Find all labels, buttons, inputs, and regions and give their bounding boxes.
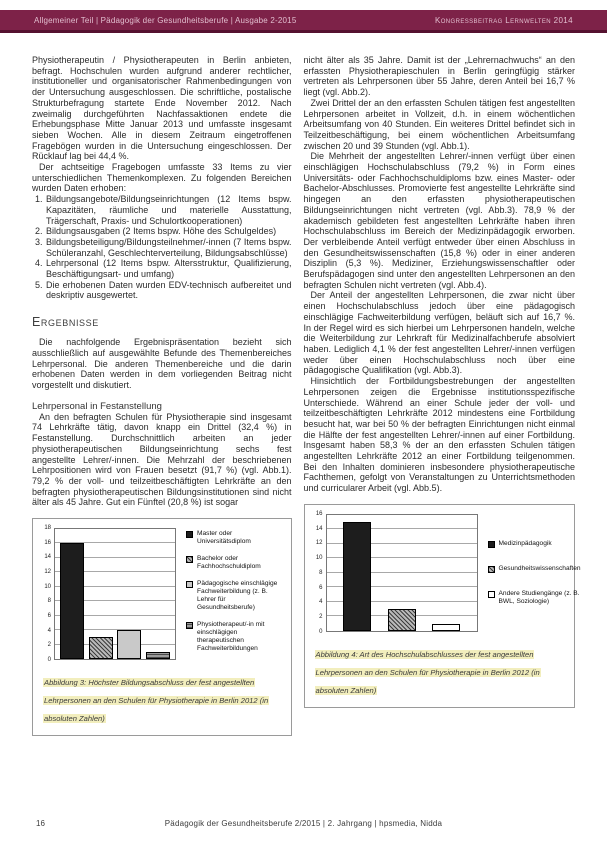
plot-area <box>54 528 176 660</box>
y-tick-label: 4 <box>47 627 51 634</box>
right-column <box>303 55 581 736</box>
list-item: 4. Lehrpersonal (12 Items bspw. Altersstruktur, Qualifizierung, Beschäftigungsart- und umfang) <box>45 258 292 279</box>
subheading-lehrpersonal: Lehrpersonal in Festanstellung <box>32 400 162 412</box>
legend-swatch-icon <box>186 622 193 629</box>
y-tick-label: 14 <box>44 554 51 561</box>
article-body <box>32 55 581 736</box>
paragraph: Die nachfolgende Ergebnispräsentation bezieht sich ausschließlich auf ausgewählte Befunde des Themenbereiches Lehrpersonal. Die anderen Themenbereiche und die darin erhobenen Daten werden in dem vorliegenden Beitrag nicht vorgestellt und diskutiert. <box>32 337 292 390</box>
list-item: 1. Bildungsangebote/Bildungseinrichtungen (12 Items bspw. Kapazitäten, räumliche und materielle Ausstattung, Trägerschaft, Praxis- und Schulortkooperationen) <box>45 194 292 226</box>
left-column <box>32 55 292 736</box>
legend-label: Gesundheitswissenschaften <box>498 564 581 572</box>
legend-label: Master oder Universitätsdiplom <box>197 530 251 546</box>
legend-item <box>186 621 283 653</box>
bar-2 <box>117 630 141 659</box>
paragraph: nicht älter als 35 Jahre. Damit ist der „Lehrernachwuchs“ an den erfassten Physiotherapieschulen in Berlin geringfügig stärker vertreten als Lehrpersonen über 55 Jahre, deren Anteil bei 16,7 % liegt (vgl. Abb.2). <box>303 55 575 98</box>
legend-label: Andere Studiengänge (z. B. BWL, Soziologie) <box>498 589 580 605</box>
y-tick-label: 14 <box>315 525 323 532</box>
y-tick-label: 6 <box>47 613 51 620</box>
bar-0 <box>343 522 371 631</box>
section-heading-ergebnisse: Ergebnisse <box>32 315 99 330</box>
methods-list <box>32 194 292 301</box>
y-tick-label: 0 <box>47 657 51 664</box>
y-tick-label: 6 <box>319 584 323 591</box>
header-section-label: Allgemeiner Teil | Pädagogik der Gesundheitsberufe | Ausgabe 2-2015 <box>34 15 297 25</box>
legend-swatch-icon <box>186 556 193 563</box>
paragraph: Physiotherapeutin / Physiotherapeuten in Berlin anbieten, befragt. Hochschulen wurden aufgrund anderer rechtlicher, institutioneller und organisatorischer Rahmenbedingungen von der Untersuchung ausgeschlossen. Die schriftliche, postalische Strukturbefragung startete Ende November 2012. Nach zweimalig durchgeführten Nachfassaktionen endete die Erhebungsphase Mitte Januar 2013 und umfasste insgesamt sieben Wochen. Alle in diesem Zeitraum eingetroffenen Fragebögen wurden in die Untersuchung eingeschlossen. Der Rücklauf lag bei 44,4 %. <box>32 55 292 162</box>
bar-3 <box>146 652 170 659</box>
legend-swatch-icon <box>186 581 193 588</box>
bars <box>327 515 477 631</box>
chart-legend <box>488 514 581 632</box>
legend-label: Medizinpädagogik <box>498 539 552 547</box>
figure-caption <box>43 672 278 726</box>
y-tick-label: 18 <box>44 525 51 532</box>
legend-item <box>186 555 283 571</box>
paragraph: Der achtseitige Fragebogen umfasste 33 Items zu vier unterschiedlichen Themenkomplexen. Zu folgenden Bereichen wurden Daten erhoben: <box>32 162 292 194</box>
figure-caption <box>315 644 550 698</box>
footer-journal-info: Pädagogik der Gesundheitsberufe 2/2015 | 2. Jahrgang | hpsmedia, Nidda <box>164 819 443 828</box>
figure-abbildung-3 <box>32 518 292 736</box>
paragraph: Der Anteil der angestellten Lehrpersonen, die zwar nicht über einen Hochschulabschluss jedoch über eine pädagogisch einschlägige Fachweiterbildung verfügen, beläuft sich auf 16,7 %. In der Regel wird es sich hierbei um Lehrpersonen handeln, welche die Weiterbildung zur Lehrkraft für Medizinalfachberufe absolviert haben. Lediglich 4,1 % der fest angestellten Lehrer/-innen verfügen weder über einen Hochschulabschluss noch über eine pädagogische Qualifikation (vgl. Abb.3). <box>303 290 575 376</box>
legend-label: Physiotherapeut/-in mit einschlägigen therapeutischen Fachweiterbildungen <box>197 621 265 653</box>
legend-swatch-icon <box>488 591 495 598</box>
list-item: 3. Bildungsbeteiligung/Bildungsteilnehmer/-innen (7 Items bspw. Schüleranzahl, Geschlechterverteilung, Bildungsabschlüsse) <box>45 237 292 258</box>
bar-1 <box>388 609 416 631</box>
figure-abbildung-4 <box>304 504 581 708</box>
y-tick-label: 2 <box>319 614 323 621</box>
bar-chart-abb3 <box>41 525 283 664</box>
y-tick-label: 0 <box>319 628 323 635</box>
y-tick-label: 4 <box>319 599 323 606</box>
page-number: 16 <box>36 819 45 828</box>
y-tick-label: 12 <box>315 540 323 547</box>
bar-chart-abb4 <box>313 510 581 635</box>
list-item: 2. Bildungsausgaben (2 Items bspw. Höhe des Schulgeldes) <box>45 226 292 237</box>
bar-0 <box>60 543 84 659</box>
y-tick-label: 16 <box>315 510 323 517</box>
legend-item <box>488 590 581 606</box>
y-tick-label: 16 <box>44 539 51 546</box>
legend-item <box>186 580 283 612</box>
legend-item <box>186 530 283 546</box>
y-tick-label: 10 <box>315 555 323 562</box>
y-tick-label: 8 <box>47 598 51 605</box>
bar-1 <box>89 637 113 659</box>
bar-2 <box>432 624 460 631</box>
paragraph: Die Mehrheit der angestellten Lehrer/-innen verfügt über einen einschlägigen Hochschulabschluss (79,2 %) in Form eines Universitäts- oder Fachhochschuldiploms bzw. eines Master- oder Bachelor-Abschlusses. Promovierte fest angestellte Lehrkräfte sind hingegen an den erfassten physiotherapeutischen Bildungseinrichtungen nicht vertreten (vgl. Abb.3). 78,9 % der akademisch gebildeten fest angestellten Lehrkräfte haben ihren Hochschulabschluss im Bereich der Medizinpädagogik erworben. Der verbleibende Anteil verfügt entweder über einen Abschluss in den Gesundheitswissenschaften (15,8 %) oder in einer anderen Disziplin (5,3 %). Mediziner, Erziehungswissenschaftler oder Berufspädagogen sind unter den angestellten Lehrpersonen an den befragten Schulen nicht vertreten (vgl. Abb.4). <box>303 151 575 290</box>
y-axis-labels <box>313 510 326 635</box>
page-header <box>0 10 607 33</box>
list-item: 5. Die erhobenen Daten wurden EDV-technisch aufbereitet und deskriptiv ausgewertet. <box>45 280 292 301</box>
legend-swatch-icon <box>488 541 495 548</box>
chart-legend <box>186 528 283 660</box>
y-axis-labels <box>41 525 54 664</box>
paragraph: Zwei Drittel der an den erfassten Schulen tätigen fest angestellten Lehrpersonen arbeitet in Vollzeit, d.h. in einem wöchentlichen Arbeitsumfang von 40 Stunden. Ein weiteres Drittel befindet sich in Teilzeitbeschäftigung, bei einem wöchentlichen Arbeitsumfang zwischen 20 und 39 Stunden (vgl. Abb.1). <box>303 97 575 151</box>
paragraph: An den befragten Schulen für Physiotherapie sind insgesamt 74 Lehrkräfte tätig, davon knapp ein Drittel (32,4 %) in Festanstellung. Durchschnittlich arbeiten an jeder physiotherapeutischen Bildungseinrichtung sechs fest angestellte Lehrer/-innen. Die Mehrzahl der beschriebenen Lehrpositionen wird von Frauen besetzt (91,7 %) (vgl. Abb.1). 79,2 % der voll- und teilzeitbeschäftigten Lehrkräfte an den befragten physiotherapeutischen Bildungsinstitutionen sind nicht älter als 45 Jahre. Gut ein Fünftel (20,8 %) ist sogar <box>32 411 292 508</box>
legend-swatch-icon <box>186 531 193 538</box>
bars <box>55 529 175 659</box>
legend-item <box>488 565 581 573</box>
header-congress-label: Kongressbeitrag Lernwelten 2014 <box>435 15 573 25</box>
y-tick-label: 8 <box>319 569 323 576</box>
plot-area <box>326 514 478 632</box>
legend-item <box>488 540 581 548</box>
legend-label: Bachelor oder Fachhochschuldiplom <box>197 555 261 571</box>
paragraph: Hinsichtlich der Fortbildungsbestrebungen der angestellten Lehrpersonen zeigen die Ergebnisse institutionsspezifische Unterschiede. Während an einer Schule jeder der voll- und teilzeitbeschäftigten Lehrkräfte 2012 mindestens eine Fortbildung besucht hat, war bei 50 % der befragten Einrichtungen nicht einmal die Hälfte der fest angestellten Lehrer/-innen auf einer Fortbildung. Insgesamt haben 58,3 % der an den erfassten Schulen tätigen angestellten Lehrkräfte 2012 an einer Fortbildung teilgenommen. Bei den Inhalten dominieren insbesondere physiotherapeutische Fachthemen, gefolgt von Veranstaltungen zu Unterrichtsmethoden und curricularer Arbeit (vgl. Abb.5). <box>303 376 575 494</box>
y-tick-label: 2 <box>47 642 51 649</box>
y-tick-label: 12 <box>44 569 51 576</box>
legend-label: Pädagogische einschlägige Fachweiterbildung (z. B. Lehrer für Gesundheitsberufe) <box>197 580 278 612</box>
legend-swatch-icon <box>488 566 495 573</box>
figure-caption-text: Abbildung 3: Höchster Bildungsabschluss der fest angestellten Lehrpersonen an den Schulen für Physiotherapie in Berlin 2012 (in absoluten Zahlen) <box>44 678 269 724</box>
page-footer <box>0 819 607 831</box>
figure-caption-text: Abbildung 4: Art des Hochschulabschlusses der fest angestellten Lehrpersonen an den Schulen für Physiotherapie in Berlin 2012 (in absoluten Zahlen) <box>315 649 540 695</box>
y-tick-label: 10 <box>44 583 51 590</box>
